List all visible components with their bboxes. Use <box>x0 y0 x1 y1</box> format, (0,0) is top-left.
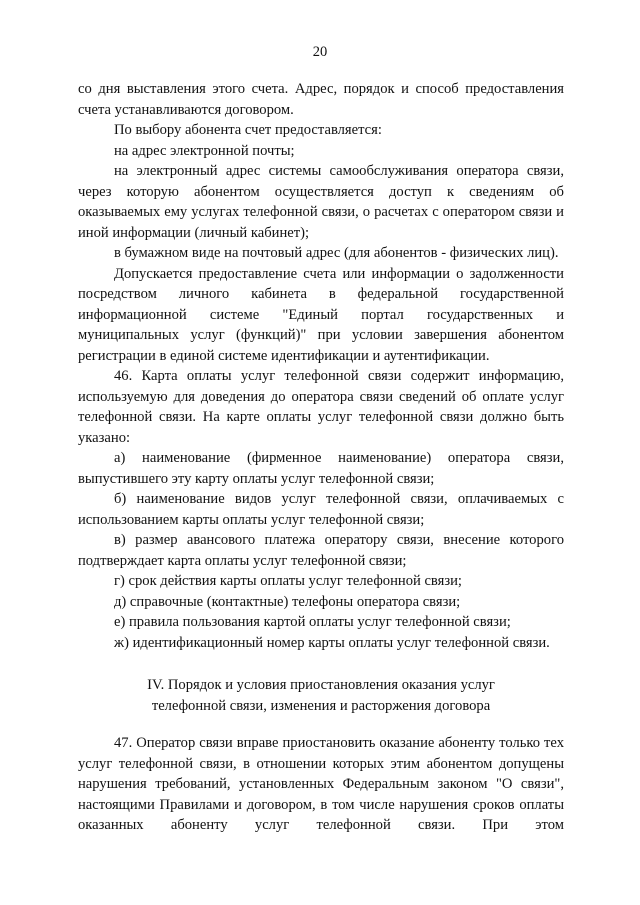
list-item-v: в) размер авансового платежа оператору связи, внесение которого подтверждает карта оплаты услуг телефонной связи; <box>78 532 564 569</box>
list-item-b: б) наименование видов услуг телефонной связи, оплачиваемых с использованием карты оплаты услуг телефонной связи; <box>78 491 564 528</box>
list-item-e: е) правила пользования картой оплаты услуг телефонной связи; <box>114 614 511 630</box>
paragraph-personal-cabinet-option: на электронный адрес системы самообслуживания оператора связи, через которую абонентом осуществляется доступ к сведениям об оказываемых ему услугах телефонной связи, о расчетах с оператором связи и иной информации (личный кабинет); <box>78 163 564 241</box>
section-heading-line-1: IV. Порядок и условия приостановления оказания услуг <box>147 677 495 693</box>
section-heading <box>78 675 564 716</box>
paragraph-continuation: со дня выставления этого счета. Адрес, порядок и способ предоставления счета устанавливаются договором. <box>78 81 564 118</box>
paragraph-47: 47. Оператор связи вправе приостановить оказание абоненту только тех услуг телефонной связи, в отношении которых этим абонентом допущены нарушения требований, установленных Федеральным законом "О связи", настоящими Правилами и договором, в том числе нарушения сроков оплаты оказанных абоненту услуг телефонной связи. При этом <box>78 735 564 833</box>
paragraph-46: 46. Карта оплаты услуг телефонной связи содержит информацию, используемую для доведения до оператора связи сведений об оплате услуг телефонной связи. На карте оплаты услуг телефонной связи должно быть указано: <box>78 368 564 446</box>
list-item-a: а) наименование (фирменное наименование) оператора связи, выпустившего эту карту оплаты услуг телефонной связи; <box>78 450 564 487</box>
list-item-zh: ж) идентификационный номер карты оплаты услуг телефонной связи. <box>114 634 550 651</box>
section-heading-line-2: телефонной связи, изменения и расторжения договора <box>151 697 491 714</box>
list-item-d: д) справочные (контактные) телефоны оператора связи; <box>114 593 461 610</box>
paragraph-bill-options: По выбору абонента счет предоставляется: <box>114 122 382 138</box>
document-body <box>78 79 564 836</box>
paragraph-email-option: на адрес электронной почты; <box>114 142 295 159</box>
paragraph-gosuslugi: Допускается предоставление счета или информации о задолженности посредством личного кабинета в федеральной государственной информационной системе "Единый портал государственных и муниципальных услуг (функций)" при условии завершения абонентом регистрации в единой системе идентификации и аутентификации. <box>78 265 564 364</box>
page-number: 20 <box>312 44 328 60</box>
paragraph-paper-option: в бумажном виде на почтовый адрес (для абонентов - физических лиц). <box>114 245 559 261</box>
list-item-g: г) срок действия карты оплаты услуг телефонной связи; <box>114 573 462 589</box>
